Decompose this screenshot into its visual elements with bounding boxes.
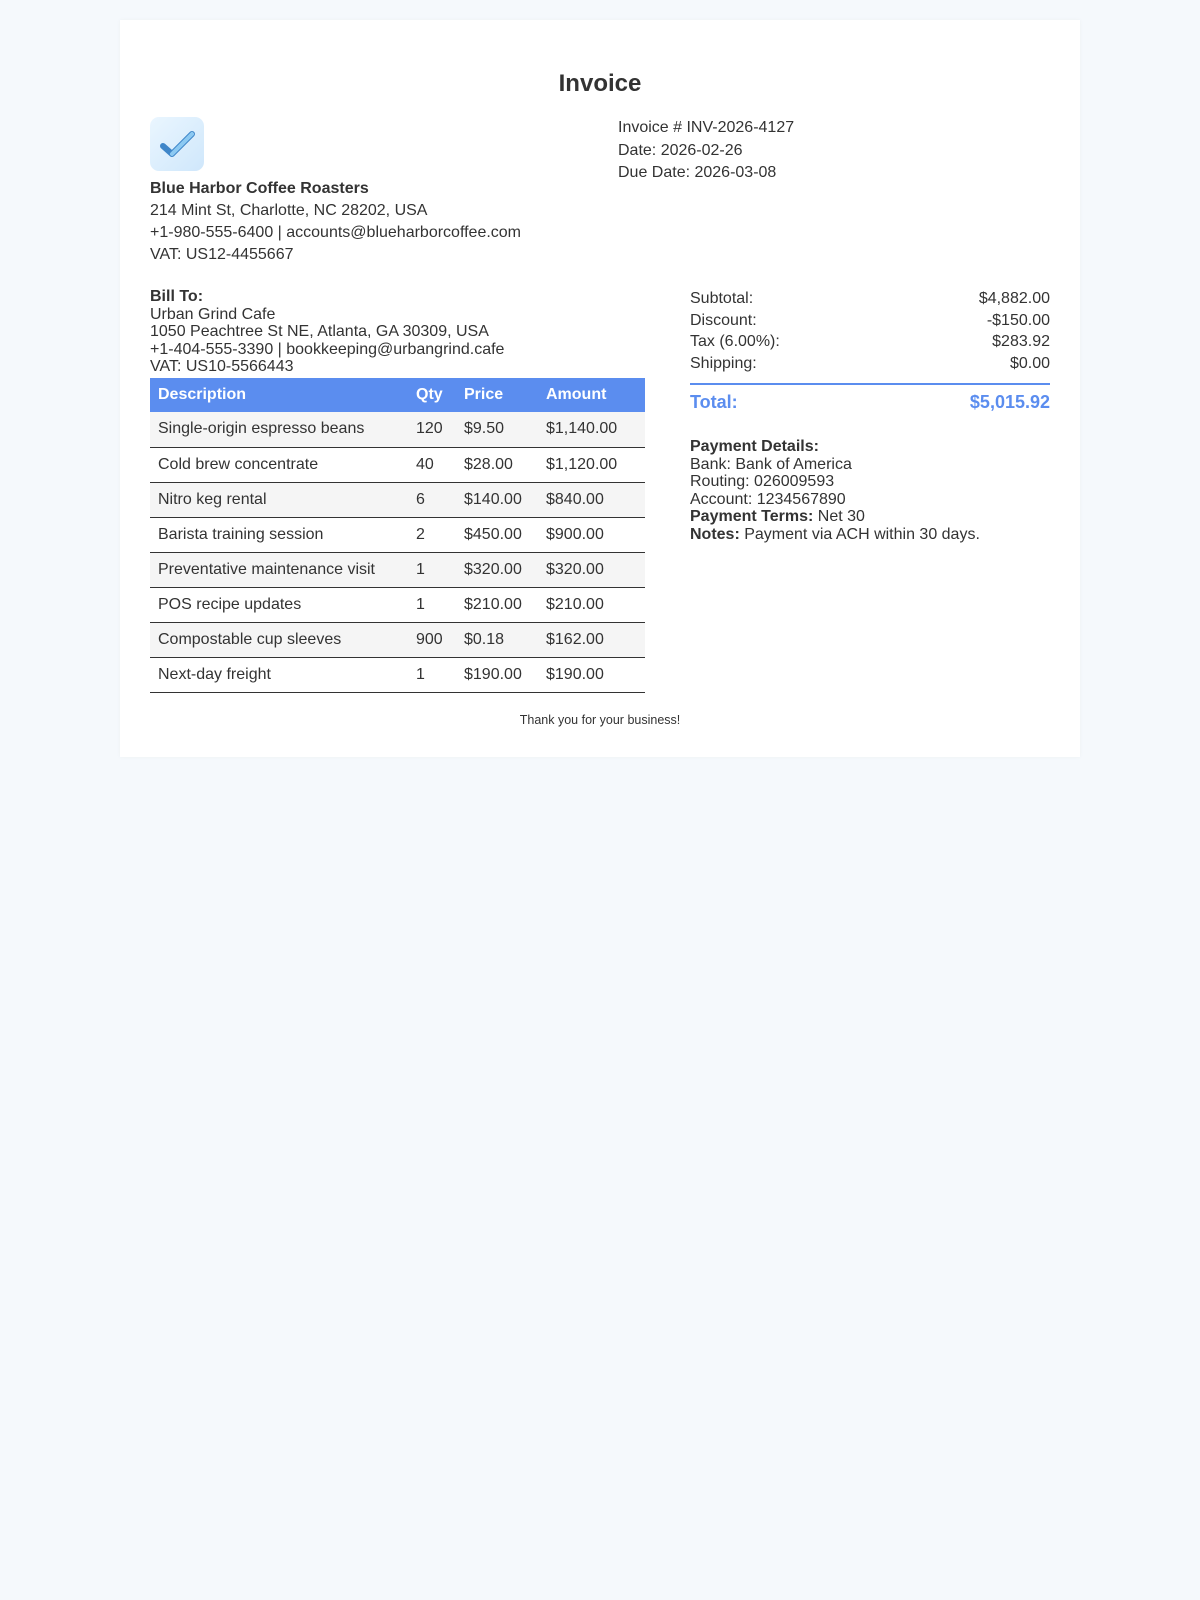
payment-notes-label: Notes:	[690, 525, 740, 543]
item-price: $140.00	[456, 482, 538, 517]
payment-terms-value: Net 30	[817, 508, 865, 525]
shipping-label: Shipping:	[690, 355, 757, 373]
discount-row	[690, 310, 1050, 332]
subtotal-row	[690, 288, 1050, 310]
bill-to-contact: +1-404-555-3390 | bookkeeping@urbangrind.cafe	[150, 340, 505, 358]
checkmark-logo-icon	[150, 117, 204, 171]
item-price: $210.00	[456, 587, 538, 622]
discount-value: -$150.00	[986, 311, 1050, 329]
tax-label: Tax (6.00%):	[690, 333, 780, 351]
item-price: $0.18	[456, 622, 538, 657]
invoice-due-date: Due Date: 2026-03-08	[618, 164, 777, 181]
payment-details-label: Payment Details:	[690, 438, 819, 455]
item-price: $9.50	[456, 412, 538, 447]
tax-row	[690, 331, 1050, 353]
item-price: $450.00	[456, 517, 538, 552]
bill-to	[150, 288, 504, 376]
invoice-date: Date: 2026-02-26	[618, 141, 743, 159]
total-row	[690, 392, 1050, 413]
item-price: $28.00	[456, 447, 538, 482]
line-items-table	[150, 378, 645, 693]
item-description: Compostable cup sleeves	[150, 622, 408, 657]
seller-vat: VAT: US12-4455667	[150, 246, 294, 263]
header-qty: Qty	[408, 378, 456, 412]
payment-terms-line	[690, 508, 980, 526]
seller-contact: +1-980-555-6400 | accounts@blueharborcoffee.com	[150, 224, 522, 241]
invoice-number: Invoice # INV-2026-4127	[618, 119, 795, 136]
payment-notes-line	[690, 526, 980, 544]
table-row	[150, 482, 645, 517]
discount-label: Discount:	[690, 311, 757, 329]
shipping-row	[690, 353, 1050, 375]
payment-account: Account: 1234567890	[690, 490, 846, 508]
item-qty: 900	[408, 622, 456, 657]
item-price: $190.00	[456, 657, 538, 692]
header-description: Description	[150, 378, 408, 412]
table-row	[150, 622, 645, 657]
item-qty: 1	[408, 552, 456, 587]
payment-notes-value: Payment via ACH within 30 days.	[744, 525, 980, 543]
item-amount: $1,140.00	[538, 412, 645, 447]
item-qty: 1	[408, 587, 456, 622]
tax-value: $283.92	[992, 333, 1050, 351]
item-amount: $900.00	[538, 517, 645, 552]
item-qty: 2	[408, 517, 456, 552]
table-row	[150, 447, 645, 482]
item-description: Single-origin espresso beans	[150, 412, 408, 447]
totals-panel	[690, 288, 1050, 413]
seller-info	[150, 178, 521, 266]
item-description: POS recipe updates	[150, 587, 408, 622]
table-row	[150, 412, 645, 447]
bill-to-vat: VAT: US10-5566443	[150, 358, 294, 375]
payment-terms-label: Payment Terms:	[690, 508, 814, 525]
item-qty: 120	[408, 412, 456, 447]
item-amount: $1,120.00	[538, 447, 645, 482]
item-description: Preventative maintenance visit	[150, 552, 408, 587]
item-amount: $190.00	[538, 657, 645, 692]
table-row	[150, 657, 645, 692]
shipping-value: $0.00	[1009, 355, 1050, 373]
item-description: Barista training session	[150, 517, 408, 552]
item-amount: $210.00	[538, 587, 645, 622]
bill-to-label: Bill To:	[150, 288, 204, 305]
table-header-row	[150, 378, 645, 412]
seller-name: Blue Harbor Coffee Roasters	[150, 180, 369, 197]
item-qty: 40	[408, 447, 456, 482]
subtotal-label: Subtotal:	[690, 290, 754, 307]
item-qty: 6	[408, 482, 456, 517]
invoice-sheet	[120, 20, 1080, 757]
item-description: Cold brew concentrate	[150, 447, 408, 482]
bill-to-name: Urban Grind Cafe	[150, 305, 276, 323]
bill-to-address: 1050 Peachtree St NE, Atlanta, GA 30309, USA	[150, 323, 489, 340]
invoice-meta	[618, 117, 794, 185]
header-price: Price	[456, 378, 538, 412]
table-row	[150, 587, 645, 622]
item-description: Next-day freight	[150, 657, 408, 692]
item-description: Nitro keg rental	[150, 482, 408, 517]
header-amount: Amount	[538, 378, 645, 412]
total-label: Total:	[690, 391, 738, 412]
item-amount: $320.00	[538, 552, 645, 587]
table-row	[150, 517, 645, 552]
subtotal-value: $4,882.00	[978, 290, 1050, 307]
table-row	[150, 552, 645, 587]
payment-bank: Bank: Bank of America	[690, 455, 852, 473]
totals-divider	[690, 383, 1050, 385]
item-amount: $162.00	[538, 622, 645, 657]
total-value: $5,015.92	[969, 391, 1050, 412]
footer-message: Thank you for your business!	[519, 713, 681, 727]
item-amount: $840.00	[538, 482, 645, 517]
invoice-title: Invoice	[558, 70, 642, 97]
item-price: $320.00	[456, 552, 538, 587]
seller-address: 214 Mint St, Charlotte, NC 28202, USA	[150, 202, 428, 219]
item-qty: 1	[408, 657, 456, 692]
payment-routing: Routing: 026009593	[690, 473, 835, 490]
payment-details	[690, 438, 980, 543]
